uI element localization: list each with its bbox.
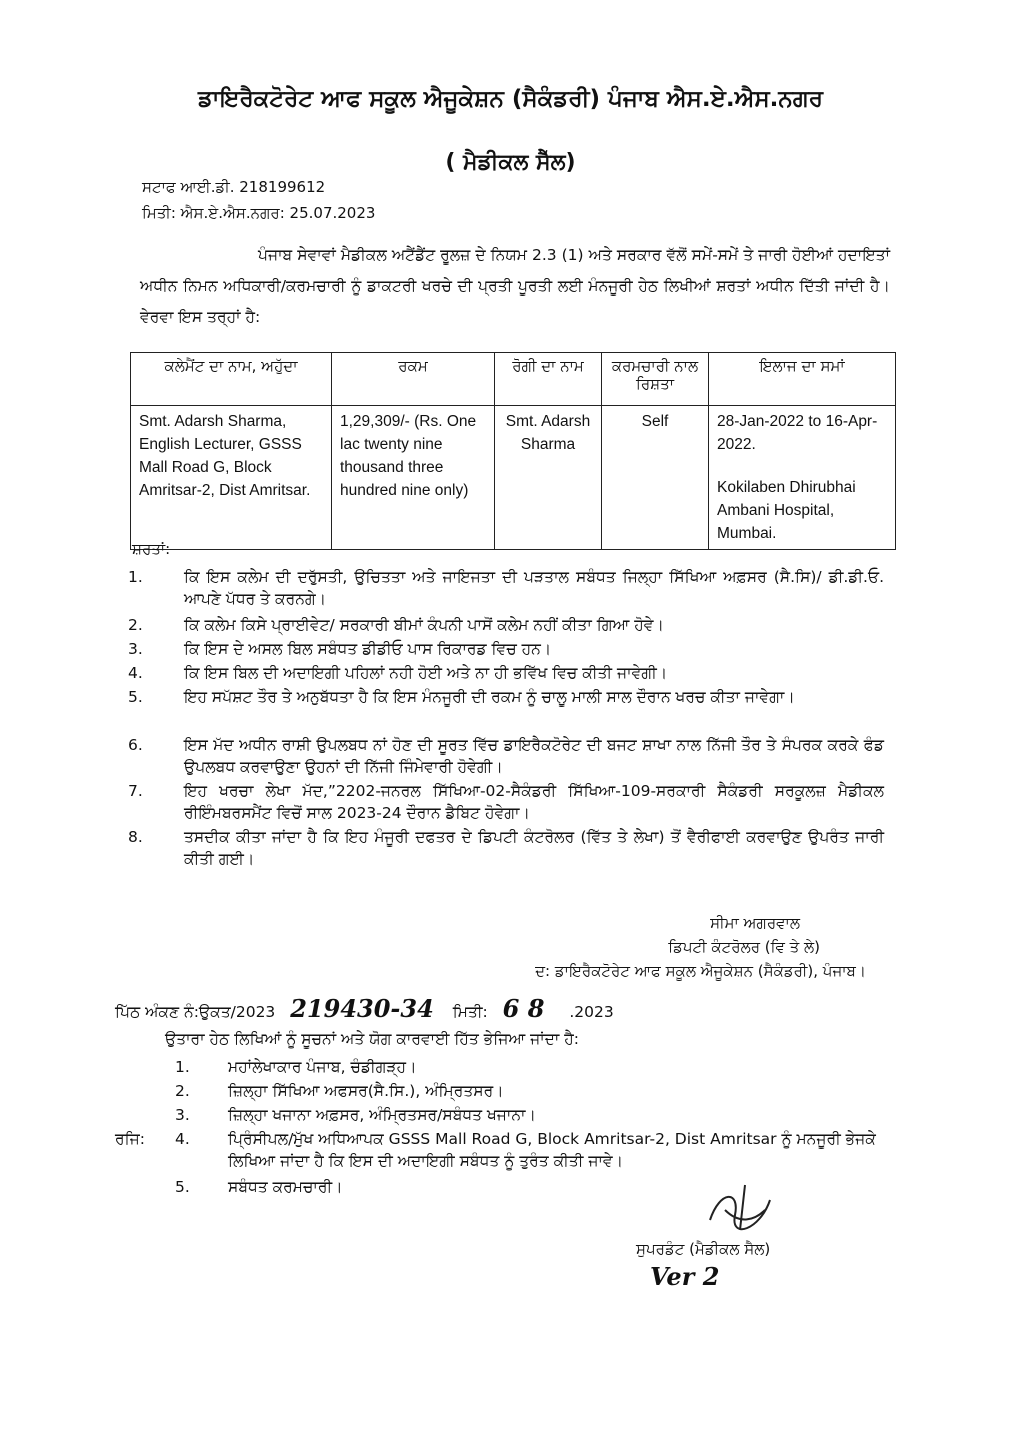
- condition-text: ਕਿ ਇਸ ਬਿਲ ਦੀ ਅਦਾਇਗੀ ਪਹਿਲਾਂ ਨਹੀ ਹੋਈ ਅਤੇ ਨਾ ਹੀ ਭਵਿੱਖ ਵਿਚ ਕੀਤੀ ਜਾਵੇਗੀ।: [184, 664, 668, 682]
- condition-number: 4.: [128, 664, 143, 682]
- cell-relation: Self: [602, 406, 709, 550]
- condition-number: 5.: [128, 688, 143, 706]
- condition-text: ਇਸ ਮੱਦ ਅਧੀਨ ਰਾਸ਼ੀ ਉਪਲਬਧ ਨਾਂ ਹੋਣ ਦੀ ਸੂਰਤ ਵਿੱਚ ਡਾਇਰੈਕਟੋਰੇਟ ਦੀ ਬਜਟ ਸ਼ਾਖਾ ਨਾਲ ਨਿੱਜੀ ਤੌਰ ਤੇ ਸੰਪਰਕ ਕਰਕੇ ਫੰਡ ਉਪਲਬਧ ਕਰਵਾਉਣਾ ਉਹਨਾਂ ਦੀ ਨਿੱਜੀ ਜਿੰਮੇਵਾਰੀ ਹੋਵੇਗੀ।: [184, 736, 884, 776]
- conditions-heading: ਸ਼ਰਤਾਂ:: [132, 540, 171, 558]
- superintendent-designation: ਸੁਪਰਡੰਟ (ਮੈਡੀਕਲ ਸੈਲ): [636, 1240, 771, 1258]
- list-number: 5.: [175, 1178, 190, 1196]
- condition-number: 2.: [128, 616, 143, 634]
- treatment-period: 28-Jan-2022 to 16-Apr-2022.: [717, 413, 878, 453]
- list-text: ਜ਼ਿਲ੍ਹਾ ਖਜਾਨਾ ਅਫ਼ਸਰ, ਅੰਮ੍ਰਿਤਸਰ/ਸਬੰਧਤ ਖਜਾਨਾ।: [228, 1106, 536, 1124]
- header-relation: ਕਰਮਚਾਰੀ ਨਾਲ ਰਿਸ਼ਤਾ: [602, 353, 709, 406]
- list-number: 3.: [175, 1106, 190, 1124]
- list-text: ਸਬੰਧਤ ਕਰਮਚਾਰੀ।: [228, 1178, 343, 1196]
- condition-text: ਕਿ ਇਸ ਕਲੇਮ ਦੀ ਦਰੁੱਸਤੀ, ਉਚਿਤਤਾ ਅਤੇ ਜਾਇਜਤਾ ਦੀ ਪੜਤਾਲ ਸਬੰਧਤ ਜਿਲ੍ਹਾ ਸਿੱਖਿਆ ਅਫ਼ਸਰ (ਸੈ.ਸਿ)/ ਡੀ.ਡੀ.ਓ. ਆਪਣੇ ਪੱਧਰ ਤੇ ਕਰਨਗੇ।: [184, 568, 884, 608]
- endorsement-number: 219430-34: [290, 994, 434, 1023]
- signatory-designation: ਡਿਪਟੀ ਕੰਟਰੋਲਰ (ਵਿ ਤੇ ਲੇ): [668, 938, 820, 956]
- page-subtitle: ( ਮੈਡੀਕਲ ਸੈੱਲ): [445, 150, 576, 175]
- header-amount: ਰਕਮ: [332, 353, 495, 406]
- hospital-name: Kokilaben Dhirubhai Ambani Hospital, Mumbai.: [717, 479, 856, 542]
- condition-text: ਇਹ ਖਰਚਾ ਲੇਖਾ ਮੱਦ,”2202-ਜਨਰਲ ਸਿੱਖਿਆ-02-ਸੈਕੰਡਰੀ ਸਿੱਖਿਆ-109-ਸਰਕਾਰੀ ਸੈਕੰਡਰੀ ਸਰਕੂਲਜ਼ ਮੈਡੀਕਲ ਰੀਇੰਮਬਰਸਮੈਂਟ ਵਿਚੋਂ ਸਾਲ 2023-24 ਦੌਰਾਨ ਡੈਬਿਟ ਹੋਵੇਗਾ।: [184, 782, 884, 822]
- page-title: ਡਾਇਰੈਕਟੋਰੇਟ ਆਫ ਸਕੂਲ ਐਜੂਕੇਸ਼ਨ (ਸੈਕੰਡਰੀ) ਪੰਜਾਬ ਐਸ.ਏ.ਐਸ.ਨਗਰ: [197, 86, 824, 112]
- endorsement-date: 6 8: [502, 994, 545, 1023]
- condition-text: ਇਹ ਸਪੱਸ਼ਟ ਤੌਰ ਤੇ ਅਨੁਬੱਧਤਾ ਹੈ ਕਿ ਇਸ ਮੰਨਜੂਰੀ ਦੀ ਰਕਮ ਨੂੰ ਚਾਲੂ ਮਾਲੀ ਸਾਲ ਦੌਰਾਨ ਖਰਚ ਕੀਤਾ ਜਾਵੇਗਾ।: [184, 688, 795, 706]
- intro-paragraph: ਪੰਜਾਬ ਸੇਵਾਵਾਂ ਮੈਡੀਕਲ ਅਟੈਂਡੈਂਟ ਰੂਲਜ਼ ਦੇ ਨਿਯਮ 2.3 (1) ਅਤੇ ਸਰਕਾਰ ਵੱਲੋਂ ਸਮੇਂ-ਸਮੇਂ ਤੇ ਜਾਰੀ ਹੋਈਆਂ ਹਦਾਇਤਾਂ ਅਧੀਨ ਨਿਮਨ ਅਧਿਕਾਰੀ/ਕਰਮਚਾਰੀ ਨੂੰ ਡਾਕਟਰੀ ਖਰਚੇ ਦੀ ਪ੍ਰਤੀ ਪੂਰਤੀ ਲਈ ਮੰਨਜੂਰੀ ਹੇਠ ਲਿਖੀਆਂ ਸ਼ਰਤਾਂ ਅਧੀਨ ਦਿੱਤੀ ਜਾਂਦੀ ਹੈ। ਵੇਰਵਾ ਇਸ ਤਰ੍ਹਾਂ ਹੈ:: [140, 246, 890, 326]
- signatory-office: ਦ: ਡਾਇਰੈਕਟੋਰੇਟ ਆਫ ਸਕੂਲ ਐਜੂਕੇਸ਼ਨ (ਸੈਕੰਡਰੀ), ਪੰਜਾਬ।: [535, 962, 866, 980]
- staff-id: ਸਟਾਫ ਆਈ.ਡੀ. 218199612: [142, 178, 326, 196]
- header-claimant: ਕਲੇਮੈਂਟ ਦਾ ਨਾਮ, ਅਹੁੱਦਾ: [131, 353, 332, 406]
- list-number: 1.: [175, 1058, 190, 1076]
- table-header-row: [131, 353, 896, 406]
- endorsement-date-label: ਮਿਤੀ:: [452, 1003, 488, 1021]
- condition-number: 7.: [128, 782, 143, 800]
- condition-number: 8.: [128, 828, 143, 846]
- list-number: 4.: [175, 1130, 190, 1148]
- cell-amount: 1,29,309/- (Rs. One lac twenty nine thousand three hundred nine only): [332, 406, 495, 550]
- cell-treatment: [709, 406, 896, 550]
- endorsement-text: ਉਤਾਰਾ ਹੇਠ ਲਿਖਿਆਂ ਨੂੰ ਸੂਚਨਾਂ ਅਤੇ ਯੋਗ ਕਾਰਵਾਈ ਹਿੱਤ ਭੇਜਿਆ ਜਾਂਦਾ ਹੈ:: [165, 1030, 580, 1048]
- list-text: ਮਹਾਂਲੇਖਾਕਾਰ ਪੰਜਾਬ, ਚੰਡੀਗੜ੍ਹ।: [228, 1058, 417, 1076]
- signatory-name: ਸੀਮਾ ਅਗਰਵਾਲ: [710, 914, 800, 932]
- endorsement-line: [115, 994, 614, 1023]
- list-number: 2.: [175, 1082, 190, 1100]
- header-patient: ਰੋਗੀ ਦਾ ਨਾਮ: [495, 353, 602, 406]
- header-treatment-period: ਇਲਾਜ ਦਾ ਸਮਾਂ: [709, 353, 896, 406]
- superintendent-initials: Ver 2: [650, 1262, 720, 1291]
- table-row: [131, 406, 896, 550]
- endorsement-year: .2023: [569, 1003, 614, 1021]
- list-text: ਪ੍ਰਿੰਸੀਪਲ/ਮੁੱਖ ਅਧਿਆਪਕ GSSS Mall Road G, Block Amritsar-2, Dist Amritsar ਨੂੰ ਮਨਜੂਰੀ ਭੇਜਕੇ ਲਿਖਿਆ ਜਾਂਦਾ ਹੈ ਕਿ ਇਸ ਦੀ ਅਦਾਇਗੀ ਸਬੰਧਤ ਨੂੰ ਤੁਰੰਤ ਕੀਤੀ ਜਾਵੇ।: [228, 1130, 876, 1170]
- claim-table: [130, 352, 896, 550]
- list-prefix: ਰਜਿ:: [115, 1130, 145, 1148]
- cell-patient: Smt. Adarsh Sharma: [495, 406, 602, 550]
- condition-text: ਕਿ ਇਸ ਦੇ ਅਸਲ ਬਿਲ ਸਬੰਧਤ ਡੀਡੀਓ ਪਾਸ ਰਿਕਾਰਡ ਵਿਚ ਹਨ।: [184, 640, 552, 658]
- signature-scribble: [700, 1180, 780, 1240]
- condition-number: 3.: [128, 640, 143, 658]
- condition-number: 6.: [128, 736, 143, 754]
- issue-date: ਮਿਤੀ: ਐਸ.ਏ.ਐਸ.ਨਗਰ: 25.07.2023: [142, 204, 376, 222]
- condition-number: 1.: [128, 568, 143, 586]
- list-text: ਜ਼ਿਲ੍ਹਾ ਸਿੱਖਿਆ ਅਫਸਰ(ਸੈ.ਸਿ.), ਅੰਮ੍ਰਿਤਸਰ।: [228, 1082, 504, 1100]
- condition-text: ਤਸਦੀਕ ਕੀਤਾ ਜਾਂਦਾ ਹੈ ਕਿ ਇਹ ਮੰਜੂਰੀ ਦਫਤਰ ਦੇ ਡਿਪਟੀ ਕੰਟਰੋਲਰ (ਵਿੱਤ ਤੇ ਲੇਖਾ) ਤੋਂ ਵੈਰੀਫਾਈ ਕਰਵਾਉਣ ਉਪਰੰਤ ਜਾਰੀ ਕੀਤੀ ਗਈ।: [184, 828, 884, 868]
- cell-claimant: Smt. Adarsh Sharma, English Lecturer, GSSS Mall Road G, Block Amritsar-2, Dist Amritsar.: [131, 406, 332, 550]
- endorsement-prefix: ਪਿੱਠ ਅੰਕਣ ਨੰ:ਉਕਤ/2023: [115, 1003, 276, 1021]
- condition-text: ਕਿ ਕਲੇਮ ਕਿਸੇ ਪ੍ਰਾਈਵੇਟ/ ਸਰਕਾਰੀ ਬੀਮਾਂ ਕੰਪਨੀ ਪਾਸੋਂ ਕਲੇਮ ਨਹੀਂ ਕੀਤਾ ਗਿਆ ਹੋਵੇ।: [184, 616, 664, 634]
